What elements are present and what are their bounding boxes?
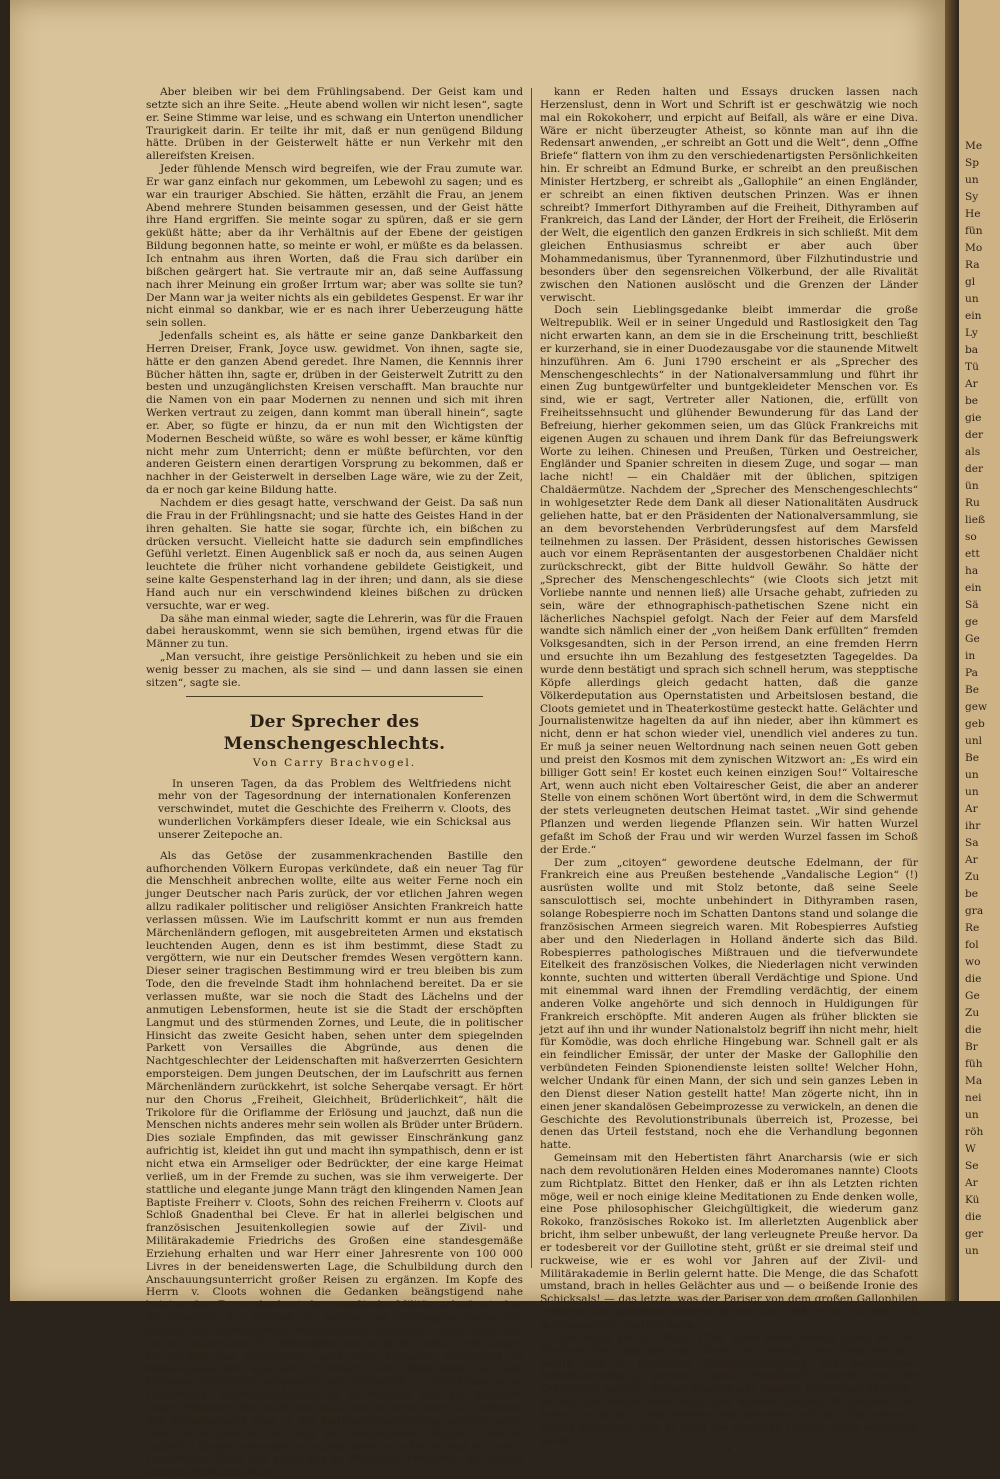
- next-page-fragment: Be: [965, 684, 980, 696]
- next-page-edge: [959, 0, 1000, 1301]
- paragraph: Als das Getöse der zusammenkrachenden Bastille den aufhorchenden Völkern Europas verkündete, daß ein neuer Tag für die Menschheit anbrechen wollte, eilte aus weiter Ferne noch ein junger Deutscher nach Paris zurück, der vor etlichen Jahren wegen allzu radikaler politischer und religiöser Ansichten Frankreich hatte verlassen müssen. Wie im Laufschritt kommt er nun aus fremden Märchenländern geflogen, mit ausgebreiteten Armen und ekstatisch leuchtenden Augen, denn es ist ihm bestimmt, diese Stadt zu vergöttern, wie nur ein Deutscher fremdes Wesen vergöttern kann. Dieser seiner tragischen Bestimmung wird er treu bleiben bis zum Tode, den die frevelnde Stadt ihm hohnlachend bereitet. Da er sie verlassen mußte, war sie noch die Stadt des Lächelns und der anmutigen Lebensformen, heute ist sie die Stadt der erschöpften Langmut und des stürmenden Zornes, und Leute, die in politischer Hinsicht das zweite Gesicht haben, sehen unter dem spiegelnden Parkett von Versailles die Abgründe, aus denen die Nachtgeschlechter der Leidenschaften mit haßverzerrten Gesichtern emporsteigen. Dem jungen Deutschen, der im Laufschritt aus fernen Märchenländern zurückkehrt, ist solche Seherqabe versagt. Er hört nur den Chorus „Freiheit, Gleichheit, Brüderlichkeit“, hält die Trikolore für die Oriflamme der Erlösung und jauchzt, daß nun die Menschen nichts anderes mehr sein wollen als Brüder unter Brüdern. Dies soziale Empfinden, das mit gewisser Einschränkung ganz aufrichtig ist, kleidet ihn gut und macht ihn sympathisch, denn er ist nicht etwa ein Armseliger oder Bedrückter, der eine karge Heimat verließ, um in der Fremde zu suchen, was sie ihm verweigerte. Der stattliche und elegante junge Mann trägt den klingenden Namen Jean Baptiste Freiherr v. Cloots, Sohn des reichen Freiherrn v. Cloots auf Schloß Gnadenthal bei Cleve. Er hat in allerlei belgischen und französischen Jesuitenkollegien sowie auf der Zivil- und Militärakademie Friedrichs des Großen eine standesgemäße Erziehung erhalten und war Herr einer Jahresrente von 100 000 Livres in der beneidenswerten Lage, die Schulbildung durch den Anschauungsunterricht großer Reisen zu ergänzen. Im Kopfe des Herrn v. Cloots wohnen die Gedanken beängstigend nahe beieinander. Er verabscheut das preußische Militär, schwärmt aber für Friedrich den Großen. Er huldigt auf verstiegene Weise den Manen des verstorbenen Naturapostels Rousseau, kann aber von seiner Leidenschaft für Weltstädte, das heißt für Paris, nicht lassen. Er predigt den Weltfrieden, wird aber späterhin Geldmittel zu Rüstungszwecken spenden, er träumt vom Völkerbund, der alle Nationen brüderlich umspannen soll, brüderlich — unter Frankreichs Hegemonie! Selbstverständlich ist er Mitglied und ein Weilchen sogar Präsident des Jakobinerclubs, wie er denn auch als Vertreter des Departements Oise in die Nationalversammlung gewählt wird. Nun, da er erreicht hat, was ein französischer „Bürger“ (der er natürlich längst geworden) erreichen kann, nun hat er, was sein ewig rumorender Geist und seine üppige Phantasie brauchen: ein Forum und ein Publikum. Nun: [146, 849, 523, 1479]
- next-page-fragment: Ru: [965, 497, 980, 509]
- right-column: [540, 86, 918, 1460]
- next-page-fragment: ger: [965, 1228, 984, 1240]
- next-page-fragment: W: [965, 1143, 976, 1155]
- next-page-fragment: Ge: [965, 990, 980, 1002]
- next-page-fragment: Zu: [965, 871, 980, 883]
- next-page-fragment: gie: [965, 412, 982, 424]
- next-page-fragment: Tü: [965, 361, 979, 373]
- paragraph: „Man versucht, ihre geistige Persönlichkeit zu heben und sie ein wenig besser zu machen, als sie sind — und dann lassen sie einen sitzen“, sagte sie.: [146, 651, 523, 689]
- next-page-fragment: Ar: [965, 803, 978, 815]
- next-page-fragment: Sy: [965, 191, 979, 203]
- next-page-fragment: fol: [965, 939, 979, 951]
- article-ghost-continuation: [146, 86, 523, 690]
- next-page-fragment: ein: [965, 310, 982, 322]
- next-page-fragment: fün: [965, 225, 983, 237]
- newspaper-page: [10, 0, 945, 1479]
- next-page-fragment: Ar: [965, 854, 978, 866]
- paragraph: Also starb am 24. März 1794, noch nicht vierzig Jahre alt, der Freiherr Jean Baptiste von Cloots, der Preuße war, Franzose sein wollte und in nationaler Selbsterniedrigung und persönlicher Selbstüberhebung gemeint hatte, Frankreich werde ihm die Grabschrift setzen: „Dieser Vandale war unserer Revolution nützlich.“ Es hat ihm weder diese noch eine andere Grabschrift gegönnt, hat seinen Leichnam in das Massengrab geworfen und den Freiherrn von Cloots vergessen, wie er einst die deutsche Heimat hatte vergessen wollen.: [540, 1331, 918, 1447]
- next-page-fragment: der: [965, 463, 984, 475]
- paragraph: kann er Reden halten und Essays drucken lassen nach Herzenslust, denn in Wort und Schrift ist er geschwätzig wie noch mal ein Rokokoherr, und erpicht auf Beifall, als wäre er eine Diva. Wäre er nicht überzeugter Atheist, so könnte man auf ihn die Redensart anwenden, „er schreibt an Gott und die Welt“, denn „Offne Briefe“ flattern von ihm zu den verschiedenartigsten Persönlichkeiten hin. Er schreibt an Edmund Burke, er schreibt an den preußischen Minister Hertzberg, er schreibt als „Gallophile“ an einen Engländer, er schreibt an einen fiktiven deutschen Prinzen. Was er ihnen schreibt? Immerfort Dithyramben auf die Freiheit, Dithyramben auf Frankreich, das Land der Länder, der Hort der Freiheit, die Erlöserin der Welt, die eigentlich den ganzen Erdkreis in sich schließt. Mit dem gleichen Enthusiasmus schreibt er aber auch über Mohammedanismus, über Tyrannenmord, über Filzhutindustrie und besonders über den segensreichen Völkerbund, der alle Rivalität zwischen den Nationen auslöscht und die Grenzen der Länder verwischt.: [540, 86, 918, 304]
- next-page-fragment: Ly: [965, 327, 978, 339]
- end-mark: *: [726, 1447, 732, 1459]
- paragraph: Doch sein Lieblingsgedanke bleibt immerdar die große Weltrepublik. Weil er in seiner Ungeduld und Rastlosigkeit den Tag nicht erwarten kann, an dem sie in die Erscheinung tritt, beschließt er kurzerhand, sie in einer Duodezausgabe vor die staunende Mitwelt hinzuführen. Am 6. Juni 1790 erscheint er als „Sprecher des Menschengeschlechts“ in der Nationalversammlung und führt ihr einen Zug buntgewürfelter und buntgekleideter Menschen vor. Es sind, wie er sagt, Vertreter aller Nationen, die, erfüllt von Freiheitssehnsucht und glühender Bewunderung für das Land der Befreiung, hierher gekommen seien, um das Glück Frankreichs mit eigenen Augen zu schauen und ihrem Dank für das Befreiungswerk Worte zu leihen. Chinesen und Preußen, Türken und Oestreicher, Engländer und Spanier schreiten in diesem Zuge, und sogar — man lache nicht! — ein Chaldäer mit der üblichen, spitzigen Chaldäermütze. Nachdem der „Sprecher des Menschengeschlechts“ in wohlgesetzter Rede dem Dank all dieser Nationalitäten Ausdruck geliehen hatte, bat er den Präsidenten der Nationalversammlung, sie an dem bevorstehenden Verbrüderungsfest auf dem Marsfeld teilnehmen zu lassen. Der Präsident, dessen historisches Gewissen auch vor einem Repräsentanten der ausgestorbenen Chaldäer nicht zurückschreckt, gibt der Bitte huldvoll Gewähr. So hätte der „Sprecher des Menschengeschlechts“ (wie Cloots sich jetzt mit Vorliebe nannte und nennen ließ) alle Ursache gehabt, zufrieden zu sein, wäre der ethnographisch-pathetischen Szene nicht ein lächerliches Nachspiel gefolgt. Nach der Feier auf dem Marsfeld wandte sich nämlich einer der „von heißem Dank erfüllten“ fremden Volksgesandten, sich in der Person irrend, an eine fremden Herrn und ersuchte ihn um Bezahlung des festgesetzten Tagegeldes. Da wurde denn bestätigt und sprach sich schnell herum, was stepptische Köpfe allerdings gleich gedacht hatten, daß die ganze Völkerdeputation aus Opernstatisten und Arbeitslosen bestand, die Cloots gemietet und in Theaterkostüme gesteckt hatte. Gelächter und Journalistenwitze hagelten da auf ihn nieder, aber ihn kümmert es nicht, denn er hat schon wieder viel, unendlich viel anderes zu tun. Er muß ja seiner neuen Weltordnung nach seinen neuen Gott geben und preist den Kosmos mit dem zynischen Witzwort an: „Es wird ein billiger Gott sein! Er kostet euch keinen einzigen Sou!“ Voltairesche Art, wenn auch nicht eben Voltairescher Geist, die aber an anderer Stelle von einem schönen Wort übertönt wird, in dem die Schwermut der stets verleugneten deutschen Heimat tastet. „Wir sind gehende Pflanzen und werden liegende Pflanzen sein. Wir hatten Wurzel gefaßt im Schoß der Frau und wir werden Wurzel fassen im Schoß der Erde.“: [540, 304, 918, 856]
- next-page-fragment: Ra: [965, 259, 980, 271]
- next-page-fragment: un: [965, 174, 979, 186]
- next-page-fragment: un: [965, 786, 979, 798]
- next-page-fragment: gl: [965, 276, 976, 288]
- next-page-fragment: un: [965, 1109, 979, 1121]
- next-page-fragment: Br: [965, 1041, 978, 1053]
- next-page-fragment: ett: [965, 548, 980, 560]
- next-page-fragment: un: [965, 769, 979, 781]
- next-page-fragment: die: [965, 1211, 982, 1223]
- next-page-fragment: Sp: [965, 157, 980, 169]
- next-page-fragment: un: [965, 293, 979, 305]
- next-page-fragment: Ar: [965, 1177, 978, 1189]
- article-lead: In unseren Tagen, da das Problem des Weltfriedens nicht mehr von der Tagesordnung der internationalen Konferenzen verschwindet, mutet die Geschichte des Freiherrn v. Cloots, des wunderlichen Vorkämpfers dieser Ideale, wie ein Schicksal aus unserer Zeitepoche an.: [158, 777, 511, 841]
- next-page-fragment: gew: [965, 701, 988, 713]
- next-page-fragment: Kü: [965, 1194, 980, 1206]
- book-gutter: [945, 0, 959, 1301]
- article-body-col2: [540, 86, 918, 1447]
- next-page-fragment: die: [965, 1024, 982, 1036]
- column-separator: [531, 88, 532, 1268]
- article-byline: Von Carry Brachvogel.: [252, 756, 417, 769]
- next-page-fragment: ge: [965, 616, 979, 628]
- next-page-fragment: ein: [965, 582, 982, 594]
- next-page-fragment: so: [965, 531, 977, 543]
- next-page-fragment: Ma: [965, 1075, 983, 1087]
- next-page-fragment: ün: [965, 480, 979, 492]
- paragraph: Nachdem er dies gesagt hatte, verschwand der Geist. Da saß nun die Frau in der Frühlingsnacht; und sie hatte des Geistes Hand in der ihren gehalten. Sie hatte sie sogar, fürchte ich, ein bißchen zu drücken versucht. Vielleicht hatte sie dadurch sein empfindliches Gefühl verletzt. Einen Augenblick saß er noch da, aus seinen Augen leuchtete die früher nicht vorhandene gebildete Geistigkeit, und seine kalte Gespensterhand lag in der ihren; und dann, als sie diese Hand auch nur ein verschwindend kleines bißchen zu drücken versuchte, war er weg.: [146, 497, 523, 612]
- next-page-fragment: un: [965, 1245, 979, 1257]
- next-page-fragment: Sa: [965, 837, 979, 849]
- paragraph: Jeder fühlende Mensch wird begreifen, wie der Frau zumute war. Er war ganz einfach nur gekommen, um Lebewohl zu sagen; und es war ein trauriger Abschied. Sie hätten, erzählt die Frau, an jenem Abend mehrere Stunden beisammen gesessen, und der Geist hätte ihre Hand ergriffen. Sie meinte sogar zu spüren, daß er sie gern geküßt hätte; aber da ihr Verhältnis auf der Ebene der geistigen Bildung begonnen hatte, so meinte er wohl, er müßte es da belassen. Ich entnahm aus ihren Worten, daß die Frau sich darüber ein bißchen geärgert hat. Sie vertraute mir an, daß seine Auffassung nach ihrer Meinung ein großer Irrtum war; aber was sollte sie tun? Der Mann war ja weiter nichts als ein gebildetes Gespenst. Er war ihr nicht einmal so dankbar, wie er es nach ihrer Ueberzeugung hätte sein sollen.: [146, 163, 523, 330]
- next-page-fragment: füh: [965, 1058, 983, 1070]
- next-page-fragment: ba: [965, 344, 979, 356]
- next-page-fragment: Me: [965, 140, 983, 152]
- next-page-fragment: Se: [965, 1160, 979, 1172]
- next-page-fragment: die: [965, 973, 982, 985]
- paragraph: Jedenfalls scheint es, als hätte er seine ganze Dankbarkeit den Herren Dreiser, Frank, Joyce usw. gewidmet. Von ihnen, sagte sie, hätte er den ganzen Abend geredet. Ihre Namen, die Kennnis ihrer Bücher hätten ihn, sagte er, drüben in der Geisterwelt Zutritt zu den besten und unzugänglichsten Kreisen verschafft. Man brauchte nur die Namen von ein paar Modernen zu nennen und sich mit ihren Werken vertraut zu zeigen, dann kommt man überall hinein“, sagte er. Aber, so fügte er hinzu, da er nun mit den Wichtigsten der Modernen Bescheid wüßte, so wäre es wohl besser, er käme künftig nicht mehr zum Unterricht; denn er müßte befürchten, vor den anderen Geistern einen derartigen Vorsprung zu bekommen, daß er nachher in der Geisterwelt in derselben Lage wäre, wie zu der Zeit, da er noch gar keine Bildung hatte.: [146, 330, 523, 497]
- article-body-col1: [146, 850, 523, 1479]
- next-page-fragment: in: [965, 650, 976, 662]
- paragraph: Aber bleiben wir bei dem Frühlingsabend. Der Geist kam und setzte sich an ihre Seite. „Heute abend wollen wir nicht lesen“, sagte er. Seine Stimme war leise, und es schwang ein Unterton unendlicher Traurigkeit darin. Er teilte ihr mit, daß er nun genügend Bildung hätte. Drüben in der Geisterwelt hätte er nun Verkehr mit den allereifsten Kreisen.: [146, 86, 523, 163]
- next-page-fragment: Ar: [965, 378, 978, 390]
- next-page-fragment: be: [965, 888, 979, 900]
- separator-rule: [186, 696, 483, 697]
- next-page-fragment: gra: [965, 905, 984, 917]
- next-page-fragment: Mo: [965, 242, 983, 254]
- next-page-fragment: Sä: [965, 599, 979, 611]
- next-page-fragment: ihr: [965, 820, 981, 832]
- next-page-fragment: Be: [965, 752, 980, 764]
- left-column: [146, 86, 523, 1479]
- next-page-fragment: Ge: [965, 633, 980, 645]
- next-page-fragment: Pa: [965, 667, 978, 679]
- next-page-fragment: Zu: [965, 1007, 980, 1019]
- next-page-fragment: röh: [965, 1126, 984, 1138]
- next-page-fragment: unl: [965, 735, 983, 747]
- article-title: Der Sprecher des Menschengeschlechts.: [223, 711, 446, 754]
- next-page-fragment: als: [965, 446, 981, 458]
- paragraph: Der zum „citoyen“ gewordene deutsche Edelmann, der für Frankreich eine aus Preußen bestehende „Vandalische Legion“ (!) ausrüsten wollte und mit Stolz betonte, daß seine Seele sansculottisch sei, mochte unbehindert in Dithyramben rasen, solange Robespierre noch im Schatten Dantons stand und solange die französischen Armeen siegreich waren. Mit Robespierres Aufstieg aber und den Niederlagen in Holland änderte sich das Bild. Robespierres pathologisches Mißtrauen und die tiefverwundete Eitelkeit des französischen Volkes, die Niederlagen nicht verwinden konnte, suchten und witterten überall Verdächtige und Spione. Und mit einemmal ward ihnen der Fremdling verdächtig, der einem anderen Volke angehörte und sich dennoch in Huldigungen für Frankreich erschöpfte. Mit anderen Augen als früher blickten sie jetzt auf ihn und ihr wunder Nationalstolz begriff ihn nicht mehr, hielt für Komödie, was doch ehrliche Hingebung war. Schnell galt er als ein feindlicher Emissär, der unter der Maske der Gallophilie den verbündeten Feinden Spionendienste leisten sollte! Welcher Hohn, welcher Undank für einen Mann, der sich und sein ganzes Leben in den Dienst dieser Nation gestellt hatte! Man zögerte nicht, ihn in einen jener skandalösen Gebeimprozesse zu verwickeln, an denen die Geschichte des Revolutionstribunals überreich ist, Prozesse, bei denen das Urteil feststand, noch ehe die Verhandlung begonnen hatte.: [540, 856, 918, 1152]
- next-page-fragment: geb: [965, 718, 985, 730]
- next-page-fragment: ließ: [965, 514, 986, 526]
- next-page-fragment: be: [965, 395, 979, 407]
- next-page-fragment: wo: [965, 956, 981, 968]
- next-page-fragment: Re: [965, 922, 980, 934]
- paragraph: Da sähe man einmal wieder, sagte die Lehrerin, was für die Frauen dabei herauskommt, wenn sie sich bemühen, irgend etwas für die Männer zu tun.: [146, 612, 523, 651]
- next-page-fragment: ha: [965, 565, 979, 577]
- next-page-fragment: nei: [965, 1092, 982, 1104]
- paragraph: Gemeinsam mit den Hebertisten fährt Anarcharsis (wie er sich nach dem revolutionären Helden eines Moderomanes nannte) Cloots zum Richtplatz. Bittet den Henker, daß er ihn als Letzten richten möge, weil er noch einige kleine Meditationen zu Ende denken wolle, eine Pose philosophischer Gleichgültigkeit, die wiederum ganz Rokoko, französisches Rokoko ist. Im allerletzten Augenblick aber bricht, ihm selber unbewußt, der lang verleugnete Preuße hervor. Da er todesbereit vor der Guillotine steht, grüßt er sie dreimal steif und ruckweise, wie er es wohl vor Jahren auf der Zivil- und Militärakademie in Berlin gelernt hatte. Die Menge, die das Schafott umstand, brach in helles Gelächter aus und — o beißende Ironie des Schicksals! — das letzte, was der Pariser von dem großen Gallophilen erfuhren und spottend weitererzählten, war, daß er die Guillotine „à la prussienne“ gegrüßt habe.: [540, 1152, 918, 1331]
- next-page-fragment: der: [965, 429, 984, 441]
- next-page-fragment: He: [965, 208, 981, 220]
